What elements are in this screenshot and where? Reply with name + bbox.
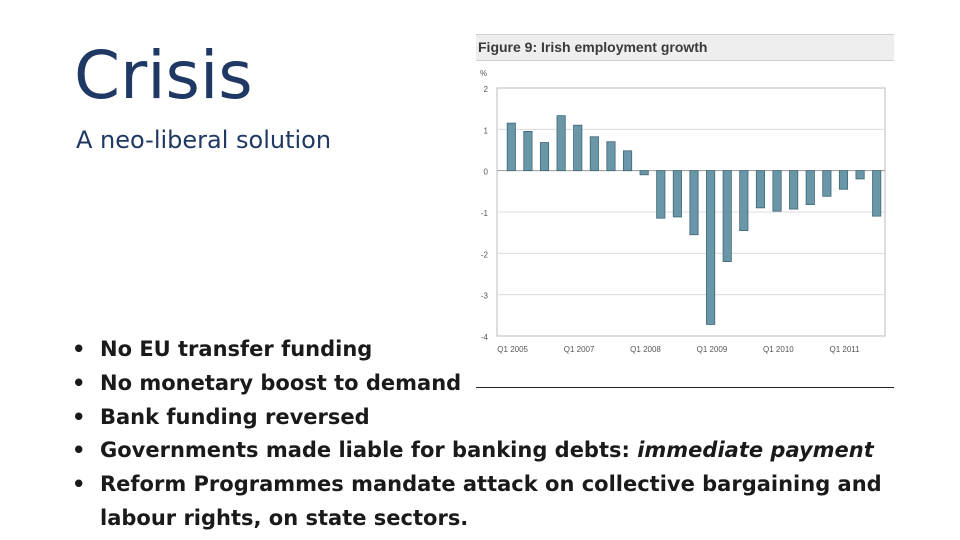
- slide-title: Crisis: [74, 37, 253, 114]
- y-tick-label: -4: [480, 333, 488, 342]
- chart-bar: [557, 116, 565, 171]
- x-tick-label: Q1 2011: [829, 345, 860, 354]
- bullet-list: [72, 333, 892, 536]
- chart-bar: [690, 171, 698, 235]
- bullet-text: Bank funding reversed: [100, 404, 370, 429]
- y-axis-label: %: [480, 69, 488, 78]
- employment-figure: [476, 34, 894, 354]
- chart-bar: [590, 137, 598, 171]
- chart-bar: [740, 171, 748, 231]
- figure-title: Figure 9: Irish employment growth: [478, 39, 708, 55]
- chart-bar: [540, 143, 548, 171]
- bullet-symbol: •: [72, 370, 86, 395]
- bullet-symbol: •: [72, 438, 86, 463]
- bullet-symbol: •: [72, 472, 86, 497]
- bullet-item: [72, 434, 892, 468]
- x-tick-label: Q1 2005: [497, 345, 529, 354]
- chart-bar: [773, 171, 781, 212]
- bullet-item: [72, 401, 892, 435]
- slide-subtitle: A neo-liberal solution: [76, 126, 332, 154]
- chart-bar: [524, 131, 532, 170]
- bullet-item: [72, 367, 892, 401]
- chart-bar: [723, 171, 731, 262]
- chart-bar: [790, 171, 798, 209]
- chart-bar: [823, 171, 831, 197]
- bullet-symbol: •: [72, 404, 86, 429]
- x-tick-label: Q1 2007: [563, 345, 595, 354]
- y-tick-label: -2: [480, 250, 488, 260]
- chart-bar: [873, 171, 881, 216]
- chart-bar: [756, 171, 764, 208]
- x-tick-label: Q1 2010: [763, 345, 794, 354]
- chart-bar: [574, 125, 582, 170]
- chart-bar: [839, 171, 847, 190]
- chart-bar: [673, 171, 681, 217]
- chart-bar: [607, 142, 615, 171]
- bullet-symbol: •: [72, 337, 86, 361]
- employment-growth-chart: [476, 62, 894, 362]
- bullet-text: Reform Programmes mandate attack on collective bargaining and labour rights, on state sectors.: [100, 472, 882, 530]
- chart-bar: [640, 171, 648, 175]
- chart-bar: [856, 171, 864, 179]
- y-tick-label: 2: [483, 85, 488, 94]
- chart-bar: [657, 171, 665, 219]
- chart-bar: [507, 123, 515, 171]
- y-tick-label: -1: [480, 209, 488, 218]
- chart-bar: [706, 171, 714, 325]
- bullet-item: [72, 468, 892, 536]
- bullet-item: [72, 333, 892, 367]
- chart-bar: [623, 151, 631, 171]
- bullet-emphasis: immediate payment: [637, 438, 874, 463]
- bullet-text: No monetary boost to demand: [100, 370, 462, 395]
- y-tick-label: 1: [483, 126, 488, 136]
- bullet-text: No EU transfer funding: [100, 337, 373, 361]
- chart-bar: [806, 171, 814, 205]
- figure-header: [476, 34, 894, 61]
- bullet-text: Governments made liable for banking debts:: [100, 438, 638, 463]
- y-tick-label: -3: [480, 291, 488, 301]
- x-tick-label: Q1 2009: [696, 345, 728, 354]
- x-tick-label: Q1 2008: [630, 345, 661, 354]
- y-tick-label: 0: [483, 167, 488, 177]
